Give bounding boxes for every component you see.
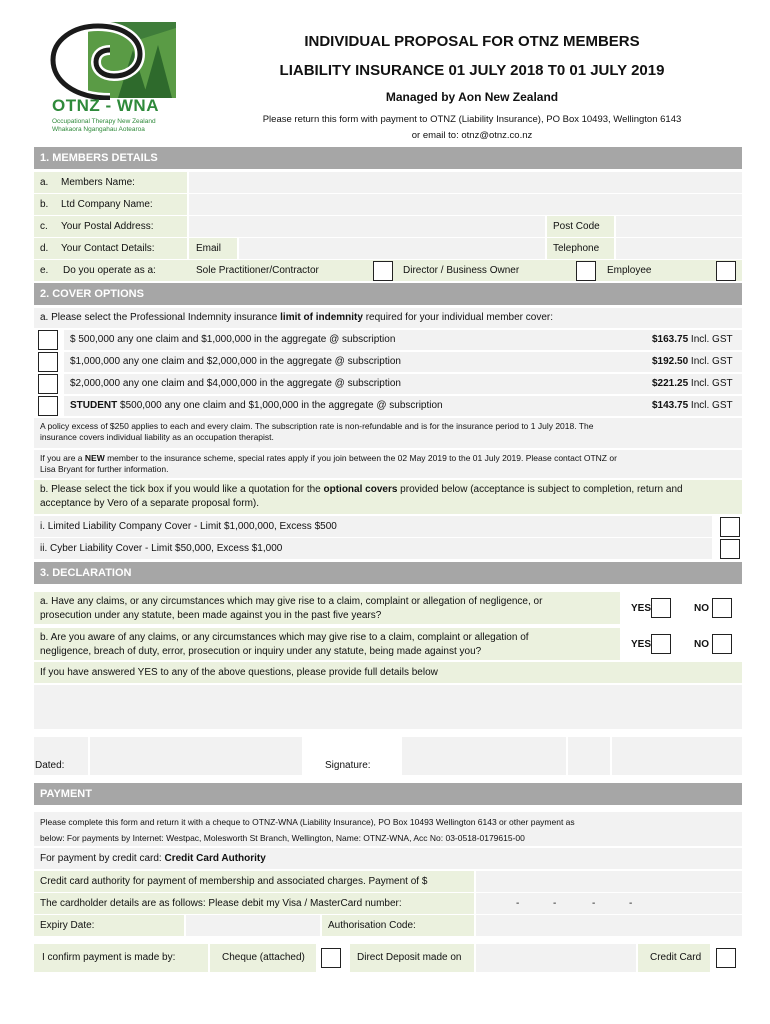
card-separator-2: - — [553, 898, 557, 909]
cheque-label: Cheque (attached) — [222, 952, 305, 963]
question-a-no-label: NO — [694, 603, 709, 614]
optional-cover-line2: acceptance by Vero of a separate proposal form). — [40, 498, 260, 509]
question-a-line2: prosecution under any statute, been made against you in the past five years? — [40, 610, 382, 621]
limit-2m-text: $2,000,000 any one claim and $4,000,000 in the aggregate @ subscription — [70, 378, 401, 389]
llc-cover-checkbox[interactable] — [720, 517, 740, 537]
row-c-letter: c. — [40, 221, 48, 232]
logo-subtitle-2: Whakaora Ngangahau Aotearoa — [52, 126, 145, 133]
question-b-line1: b. Are you aware of any claims, or any circumstances which may give rise to a claim, complaint or allegation of — [40, 632, 529, 643]
confirm-label: I confirm payment is made by: — [42, 952, 176, 963]
credit-card-checkbox[interactable] — [716, 948, 736, 968]
llc-cover-label: i. Limited Liability Company Cover - Limit $1,000,000, Excess $500 — [40, 521, 337, 532]
limit-500k-checkbox[interactable] — [38, 330, 58, 350]
sole-practitioner-checkbox[interactable] — [373, 261, 393, 281]
limit-2m-price: $221.25 Incl. GST — [652, 378, 733, 389]
return-address: Please return this form with payment to OTNZ (Liability Insurance), PO Box 10493, Wellington 6143 — [262, 114, 682, 125]
direct-deposit-label: Direct Deposit made on — [357, 952, 462, 963]
details-textarea[interactable] — [34, 685, 742, 729]
question-a-line1: a. Have any claims, or any circumstances which may give rise to a claim, complaint or allegation of negligence, or — [40, 596, 543, 607]
direct-deposit-date-field[interactable] — [476, 944, 636, 972]
declaration-heading: 3. DECLARATION — [34, 562, 742, 584]
page-title: INDIVIDUAL PROPOSAL FOR OTNZ MEMBERS — [304, 33, 640, 50]
expiry-field[interactable] — [186, 915, 320, 936]
payment-instructions-line2: below: For payments by Internet: Westpac, Molesworth St Branch, Wellington, Name: OTNZ-WNA, Acc No: 03-0518-0179615-00 — [40, 833, 525, 843]
payment-amount-field[interactable] — [476, 871, 742, 892]
question-b-line2: negligence, breach of duty, error, prosecution or inquiry under any statute, being made against you? — [40, 646, 482, 657]
post-code-field[interactable] — [616, 216, 742, 237]
student-price: $143.75 Incl. GST — [652, 400, 733, 411]
row-d-letter: d. — [40, 243, 49, 254]
company-name-label: Ltd Company Name: — [61, 199, 153, 210]
row-e-letter: e. — [40, 265, 49, 276]
dated-label: Dated: — [35, 760, 65, 771]
row-b-letter: b. — [40, 199, 49, 210]
limit-instruction: a. Please select the Professional Indemnity insurance limit of indemnity required for your individual member cover: — [40, 312, 554, 323]
limit-1m-price: $192.50 Incl. GST — [652, 356, 733, 367]
auth-code-label: Authorisation Code: — [328, 920, 416, 931]
director-checkbox[interactable] — [576, 261, 596, 281]
director-label: Director / Business Owner — [403, 265, 520, 276]
cyber-cover-checkbox[interactable] — [720, 539, 740, 559]
expiry-label: Expiry Date: — [40, 920, 95, 931]
cheque-checkbox[interactable] — [321, 948, 341, 968]
signature-field-2[interactable] — [568, 737, 610, 775]
payment-instructions-line1: Please complete this form and return it with a cheque to OTNZ-WNA (Liability Insurance), PO Box 10493 Wellington 6143 or other payment as — [40, 817, 575, 827]
telephone-label: Telephone — [553, 243, 600, 254]
employee-checkbox[interactable] — [716, 261, 736, 281]
student-text: STUDENT $500,000 any one claim and $1,000,000 in the aggregate @ subscription — [70, 400, 443, 411]
signature-label: Signature: — [325, 760, 371, 771]
credit-card-heading: For payment by credit card: Credit Card Authority — [40, 853, 266, 864]
telephone-field[interactable] — [616, 238, 742, 259]
question-b-yes-label: YES — [631, 639, 652, 650]
question-a-yes-label: YES — [631, 603, 652, 614]
limit-500k-price: $163.75 Incl. GST — [652, 334, 733, 345]
members-details-heading: 1. MEMBERS DETAILS — [34, 147, 742, 169]
optional-cover-line1: b. Please select the tick box if you would like a quotation for the optional covers provided below (acceptance is subject to completion, return and — [40, 484, 683, 495]
question-a-yes-checkbox[interactable] — [651, 598, 671, 618]
card-separator-3: - — [592, 898, 596, 909]
question-b-no-checkbox[interactable] — [712, 634, 732, 654]
email-field[interactable] — [239, 238, 545, 259]
postal-address-field[interactable] — [189, 216, 545, 237]
question-a-no-checkbox[interactable] — [712, 598, 732, 618]
cover-options-heading: 2. COVER OPTIONS — [34, 283, 742, 305]
managed-by: Managed by Aon New Zealand — [385, 90, 559, 104]
excess-note-line2: insurance covers individual liability as an occupation therapist. — [40, 432, 274, 442]
employee-label: Employee — [607, 265, 652, 276]
new-member-line2: Lisa Bryant for further information. — [40, 464, 169, 474]
question-b-no-label: NO — [694, 639, 709, 650]
limit-1m-checkbox[interactable] — [38, 352, 58, 372]
logo-name: OTNZ - WNA — [52, 96, 159, 115]
authority-label: Credit card authority for payment of membership and associated charges. Payment of $ — [40, 876, 428, 887]
credit-card-label: Credit Card — [650, 952, 702, 963]
members-name-field[interactable] — [189, 172, 742, 193]
limit-500k-text: $ 500,000 any one claim and $1,000,000 in the aggregate @ subscription — [70, 334, 396, 345]
excess-note-line1: A policy excess of $250 applies to each and every claim. The subscription rate is non-refundable and is for the insurance period to 1 July 2018. The — [40, 421, 594, 431]
new-member-line1: If you are a NEW member to the insurance scheme, special rates apply if you join between the 02 May 2019 to the 01 July 2019. Please contact OTNZ or — [40, 453, 617, 463]
details-instruction: If you have answered YES to any of the above questions, please provide full details below — [40, 667, 438, 678]
contact-details-label: Your Contact Details: — [61, 243, 155, 254]
cardholder-label: The cardholder details are as follows: Please debit my Visa / MasterCard number: — [40, 898, 402, 909]
payment-heading: PAYMENT — [34, 783, 742, 805]
signature-field-3[interactable] — [612, 737, 742, 775]
auth-code-field[interactable] — [476, 915, 742, 936]
card-separator-1: - — [516, 898, 520, 909]
members-name-label: Members Name: — [61, 177, 135, 188]
limit-1m-text: $1,000,000 any one claim and $2,000,000 in the aggregate @ subscription — [70, 356, 401, 367]
operate-as-label: Do you operate as a: — [63, 265, 156, 276]
postal-address-label: Your Postal Address: — [61, 221, 154, 232]
post-code-label: Post Code — [553, 221, 600, 232]
page-subtitle: LIABILITY INSURANCE 01 JULY 2018 T0 01 JULY 2019 — [279, 62, 665, 79]
dated-field-2[interactable] — [90, 737, 302, 775]
limit-2m-checkbox[interactable] — [38, 374, 58, 394]
email-label: Email — [196, 243, 222, 254]
sole-practitioner-label: Sole Practitioner/Contractor — [196, 265, 319, 276]
question-b-yes-checkbox[interactable] — [651, 634, 671, 654]
otnz-logo — [48, 20, 178, 132]
cyber-cover-label: ii. Cyber Liability Cover - Limit $50,000, Excess $1,000 — [40, 543, 283, 554]
card-separator-4: - — [629, 898, 633, 909]
logo-koru-icon — [48, 20, 178, 100]
signature-field[interactable] — [402, 737, 566, 775]
return-email: or email to: otnz@otnz.co.nz — [411, 130, 533, 141]
logo-subtitle-1: Occupational Therapy New Zealand — [52, 118, 156, 125]
row-a-letter: a. — [40, 177, 49, 188]
student-checkbox[interactable] — [38, 396, 58, 416]
company-name-field[interactable] — [189, 194, 742, 215]
